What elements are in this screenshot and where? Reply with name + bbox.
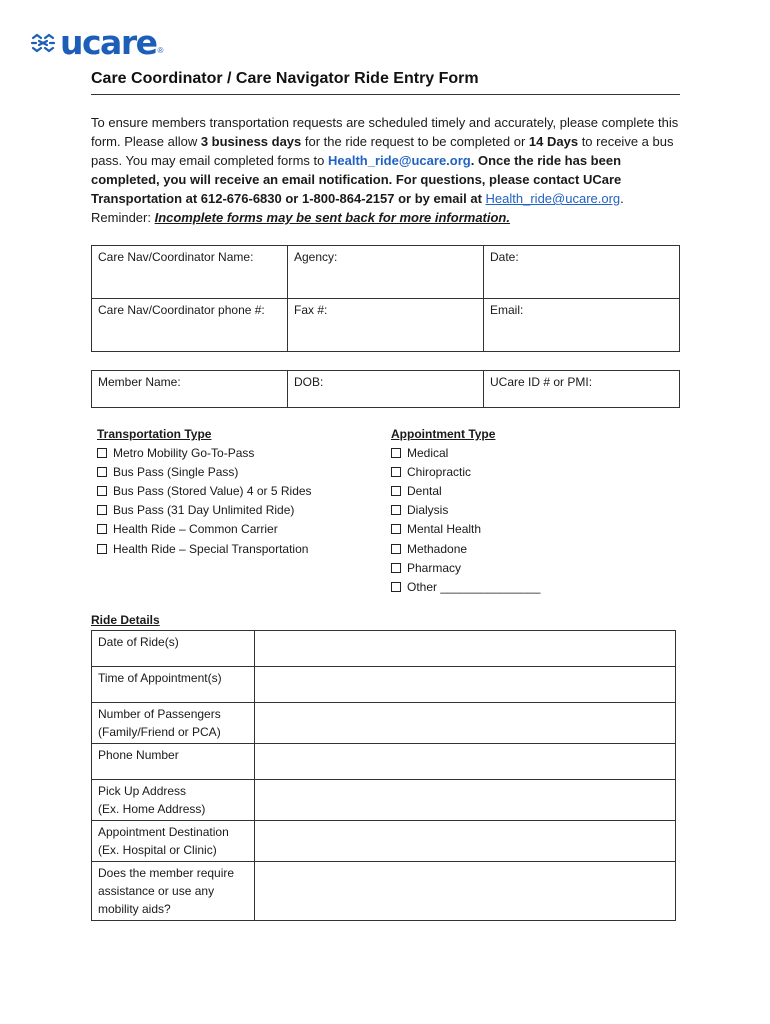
checkbox[interactable] [391,486,401,496]
table-row [92,821,676,862]
intro-bold-notification: . Once the ride has been completed, you will receive an email notification. For questions, please contact UCare Transportation at 612-676-6830 or 1-800-864-2157 or by email at [91,153,622,206]
checkbox-label: Bus Pass (Single Pass) [113,465,239,480]
appointment-destination-input[interactable] [255,821,676,862]
checkbox-label: Mental Health [407,522,482,537]
pick-up-address-input[interactable] [255,780,676,821]
checkbox-item[interactable] [391,540,540,559]
coordinator-table [91,245,680,352]
mobility-aids-input[interactable] [255,862,676,921]
row-label [92,862,255,921]
appointment-type-list [391,425,540,597]
intro-text-4: . Reminder: [91,191,624,225]
fax-field[interactable]: Fax #: [288,299,484,352]
checkbox-item[interactable] [97,501,312,520]
checkbox[interactable] [97,505,107,515]
intro-bold-business-days: 3 business days [200,134,302,149]
label-line: Date of Ride(s) [98,635,179,649]
checkbox-label: Health Ride – Common Carrier [113,522,278,537]
checkbox[interactable] [97,486,107,496]
label-line: (Ex. Hospital or Clinic) [98,843,217,857]
checkbox[interactable] [391,582,401,592]
checkbox-item[interactable] [391,463,540,482]
member-name-field[interactable]: Member Name: [92,371,288,408]
registered-mark: ® [157,46,164,55]
intro-paragraph [91,113,681,227]
checkbox-label: Other _______________ [407,579,541,594]
intro-text-1: To ensure members transportation requests are scheduled timely and accurately, please complete this form. Please allow [91,115,679,149]
checkbox-item[interactable] [97,482,312,501]
checkbox[interactable] [391,448,401,458]
table-row [92,744,676,780]
ucare-id-field[interactable]: UCare ID # or PMI: [484,371,680,408]
member-table [91,370,680,408]
row-label [92,780,255,821]
checkbox[interactable] [97,467,107,477]
transportation-type-list [97,425,312,559]
table-row [92,703,676,744]
checkbox-item[interactable] [391,520,540,539]
table-row [92,667,676,703]
checkbox-item[interactable] [391,578,540,597]
ucare-snowflake-icon [30,30,56,56]
intro-text-2: for the ride request to be completed or [301,134,529,149]
row-label [92,821,255,862]
checkbox-label: Methadone [407,541,468,556]
checkbox-label: Bus Pass (Stored Value) 4 or 5 Rides [113,484,312,499]
checkbox[interactable] [97,448,107,458]
table-row [92,246,680,299]
checkbox[interactable] [391,467,401,477]
table-row [92,862,676,921]
coordinator-phone-field[interactable]: Care Nav/Coordinator phone #: [92,299,288,352]
intro-text-3: to receive a bus pass. You may email completed forms to [91,134,674,168]
ucare-wordmark: ucare [60,23,157,62]
label-line: mobility aids? [98,902,171,916]
table-row [92,780,676,821]
table-row [92,371,680,408]
checkbox-label: Chiropractic [407,465,472,480]
table-row [92,299,680,352]
form-title: Care Coordinator / Care Navigator Ride Entry Form [91,70,479,87]
label-line: (Ex. Home Address) [98,802,206,816]
label-line: Appointment Destination [98,825,229,839]
appointment-type-header: Appointment Type [391,427,496,441]
label-line: Time of Appointment(s) [98,671,222,685]
number-of-passengers-input[interactable] [255,703,676,744]
checkbox-label: Health Ride – Special Transportation [113,541,309,556]
checkbox-item[interactable] [97,444,312,463]
intro-bold-14-days: 14 Days [528,134,579,149]
checkbox-item[interactable] [97,540,312,559]
label-line: (Family/Friend or PCA) [98,725,221,739]
checkbox-item[interactable] [97,463,312,482]
time-of-appointment-input[interactable] [255,667,676,703]
checkbox-label: Metro Mobility Go-To-Pass [113,446,255,461]
checkbox[interactable] [391,524,401,534]
checkbox-item[interactable] [97,520,312,539]
table-row [92,631,676,667]
transportation-type-header: Transportation Type [97,427,212,441]
date-field[interactable]: Date: [484,246,680,299]
label-line: Does the member require [98,866,235,880]
dob-field[interactable]: DOB: [288,371,484,408]
checkbox-item[interactable] [391,444,540,463]
checkbox-label: Medical [407,446,449,461]
checkbox[interactable] [391,544,401,554]
ride-details-header: Ride Details [91,613,160,627]
row-label [92,667,255,703]
label-line: Number of Passengers [98,707,221,721]
checkbox[interactable] [97,524,107,534]
checkbox[interactable] [97,544,107,554]
checkbox-item[interactable] [391,501,540,520]
checkbox[interactable] [391,505,401,515]
agency-field[interactable]: Agency: [288,246,484,299]
row-label [92,631,255,667]
email-link-1[interactable]: Health_ride@ucare.org [328,153,471,168]
label-line: Phone Number [98,748,179,762]
date-of-ride-input[interactable] [255,631,676,667]
checkbox-label: Bus Pass (31 Day Unlimited Ride) [113,503,295,518]
label-line: Pick Up Address [98,784,187,798]
coordinator-name-field[interactable]: Care Nav/Coordinator Name: [92,246,288,299]
intro-reminder: Incomplete forms may be sent back for more information. [154,210,510,225]
checkbox-label: Dental [407,484,442,499]
label-line: assistance or use any [98,884,215,898]
email-link-2[interactable]: Health_ride@ucare.org [485,191,621,206]
checkbox-label: Dialysis [407,503,449,518]
ucare-logo [30,23,164,62]
row-label [92,744,255,780]
checkbox[interactable] [391,563,401,573]
row-label [92,703,255,744]
checkbox-label: Pharmacy [407,560,462,575]
phone-number-input[interactable] [255,744,676,780]
email-field[interactable]: Email: [484,299,680,352]
title-divider [91,94,680,95]
checkbox-item[interactable] [391,482,540,501]
ride-details-table [91,630,676,921]
checkbox-item[interactable] [391,559,540,578]
